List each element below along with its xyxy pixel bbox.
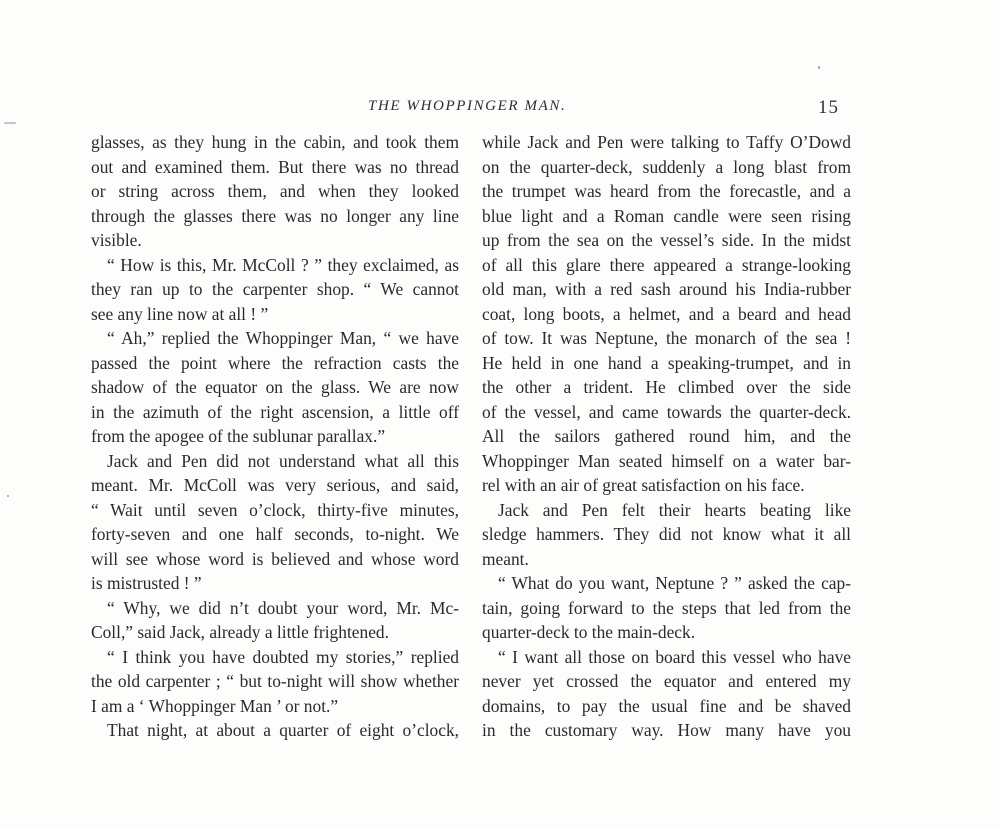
right-column-line: the trumpet was heard from the forecastle, and a <box>482 181 851 201</box>
running-title: THE WHOPPINGER MAN. <box>368 98 567 114</box>
right-column-line: “ What do you want, Neptune ? ” asked the cap- <box>498 573 851 593</box>
left-column-line: is mistrusted ! ” <box>91 573 202 593</box>
running-head <box>0 98 1000 122</box>
left-column-line: I am a ‘ Whoppinger Man ’ or not.” <box>91 695 339 716</box>
right-column-line: All the sailors gathered round him, and the <box>482 426 851 446</box>
right-column-line: meant. <box>482 548 529 569</box>
right-column-line: of all this glare there appeared a strange-looking <box>482 254 851 275</box>
right-column-line: domains, to pay the usual fine and be shaved <box>482 695 851 716</box>
paper-speck <box>818 66 820 69</box>
left-column-line: “ I think you have doubted my stories,” replied <box>107 646 459 667</box>
left-column-line: the old carpenter ; “ but to-night will show whether <box>91 671 459 691</box>
left-column-line: meant. Mr. McColl was very serious, and said, <box>91 475 459 495</box>
paper-speck <box>7 495 9 497</box>
right-column-line: rel with an air of great satisfaction on his face. <box>482 475 805 495</box>
right-text-column <box>482 130 851 743</box>
right-column-line: He held in one hand a speaking-trumpet, and in <box>482 352 851 373</box>
right-column-line: the other a trident. He climbed over the side <box>482 377 851 397</box>
right-column-line: up from the sea on the vessel’s side. In the midst <box>482 230 851 250</box>
left-column-line: from the apogee of the sublunar parallax.” <box>91 426 386 446</box>
right-column-line: “ I want all those on board this vessel who have <box>498 646 851 667</box>
right-column-line: Whoppinger Man seated himself on a water bar- <box>482 450 851 471</box>
left-column-line: shadow of the equator on the glass. We are now <box>91 377 459 397</box>
left-column-line: forty-seven and one half seconds, to-night. We <box>91 524 459 544</box>
right-column-line: Jack and Pen felt their hearts beating like <box>498 499 851 520</box>
right-column-line: tain, going forward to the steps that led from the <box>482 597 851 618</box>
right-column-line: old man, with a red sash around his India-rubber <box>482 279 851 299</box>
left-column-line: they ran up to the carpenter shop. “ We cannot <box>91 279 459 299</box>
page-number: 15 <box>818 97 839 118</box>
right-column-line: of the vessel, and came towards the quarter-deck. <box>482 401 851 422</box>
right-column-line: in the customary way. How many have you <box>482 720 851 740</box>
right-column-line: of tow. It was Neptune, the monarch of the sea ! <box>482 328 851 348</box>
left-column-line: out and examined them. But there was no thread <box>91 156 459 177</box>
right-column-line: on the quarter-deck, suddenly a long blast from <box>482 156 851 177</box>
left-column-line: That night, at about a quarter of eight o’clock, <box>107 720 459 740</box>
left-column-line: Jack and Pen did not understand what all this <box>107 450 459 471</box>
left-column-line: Coll,” said Jack, already a little frightened. <box>91 622 389 642</box>
right-column-line: never yet crossed the equator and entered my <box>482 671 851 691</box>
left-column-line: through the glasses there was no longer any line <box>91 205 459 226</box>
paper-speck <box>4 122 16 124</box>
left-column-line: in the azimuth of the right ascension, a little off <box>91 401 459 422</box>
right-column-line: sledge hammers. They did not know what it all <box>482 524 851 544</box>
left-column-line: “ Wait until seven o’clock, thirty-five minutes, <box>91 499 459 520</box>
right-column-line: blue light and a Roman candle were seen rising <box>482 205 851 226</box>
left-text-column <box>91 130 459 743</box>
left-column-line: visible. <box>91 230 142 250</box>
left-column-line: see any line now at all ! ” <box>91 303 269 324</box>
left-column-line: will see whose word is believed and whose word <box>91 548 459 569</box>
left-column-line: “ Ah,” replied the Whoppinger Man, “ we have <box>107 328 459 348</box>
right-column-line: quarter-deck to the main-deck. <box>482 622 696 642</box>
right-column-line: while Jack and Pen were talking to Taffy O’Dowd <box>482 132 851 152</box>
left-column-line: “ How is this, Mr. McColl ? ” they exclaimed, as <box>107 254 459 275</box>
left-column-line: passed the point where the refraction casts the <box>91 352 459 373</box>
left-column-line: or string across them, and when they looked <box>91 181 459 201</box>
left-column-line: “ Why, we did n’t doubt your word, Mr. Mc- <box>107 597 459 618</box>
left-column-line: glasses, as they hung in the cabin, and took them <box>91 132 459 152</box>
right-column-line: coat, long boots, a helmet, and a beard and head <box>482 303 851 324</box>
